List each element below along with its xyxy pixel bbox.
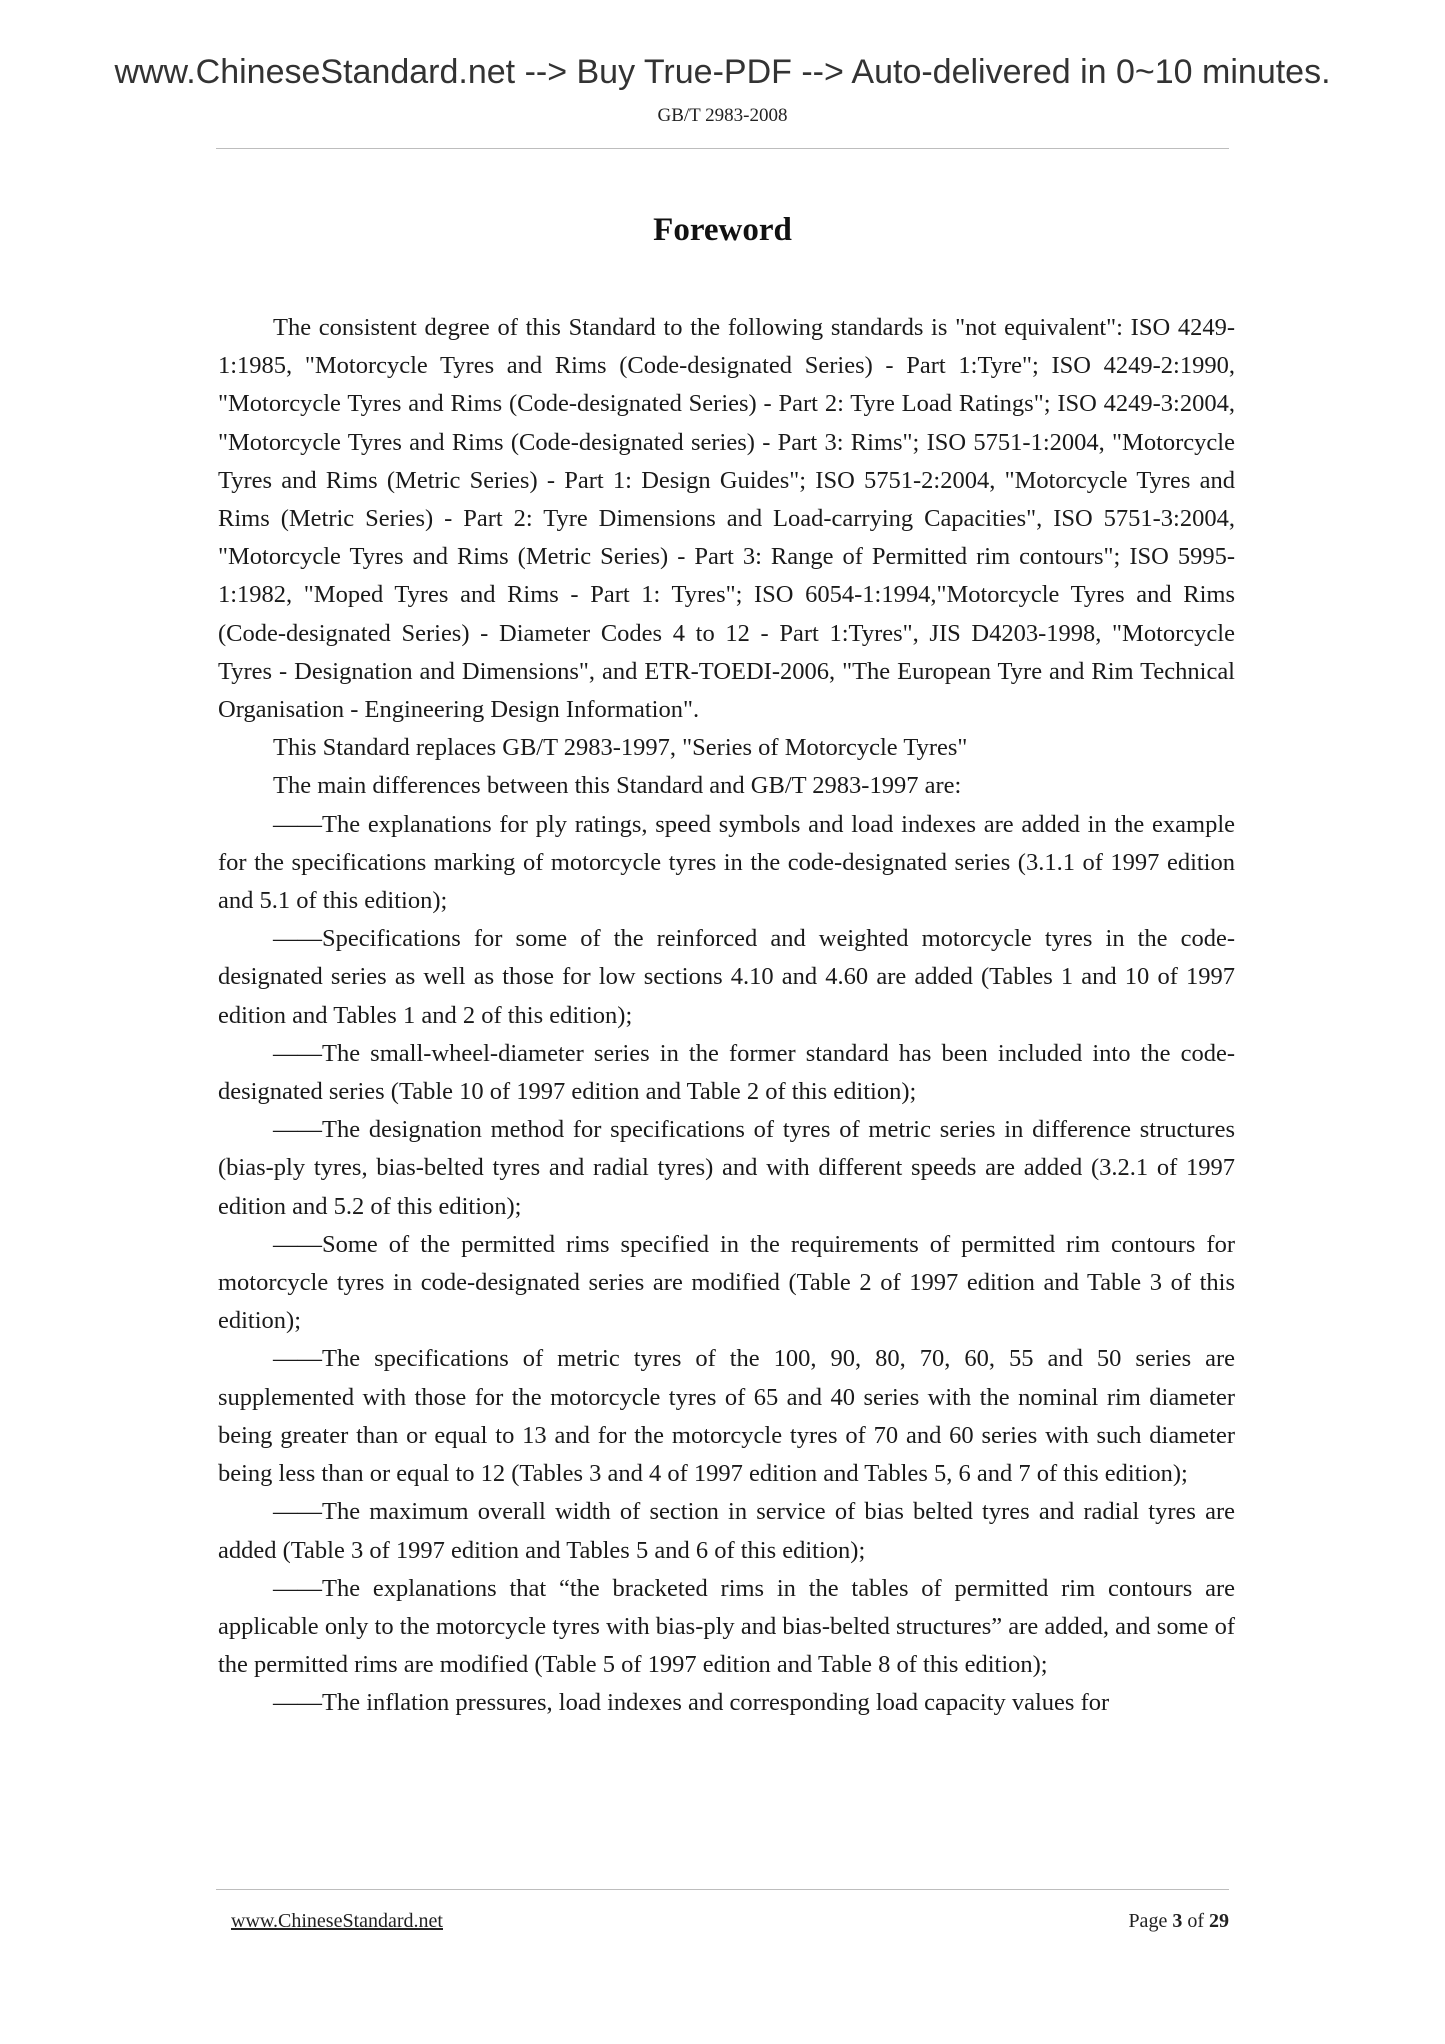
- paragraph: ——The inflation pressures, load indexes and corresponding load capacity values for: [273, 1689, 1110, 1717]
- paragraph: The main differences between this Standard and GB/T 2983-1997 are:: [273, 772, 962, 800]
- paragraph: ——Specifications for some of the reinforced and weighted motorcycle tyres in the code-designated series as well as those for low sections 4.10 and 4.60 are added (Tables 1 and 10 of 1997 edition and Tables 1 and 2 of this edition);: [218, 925, 1235, 1029]
- page-number: [1128, 1908, 1229, 1934]
- page-separator: of: [1182, 1910, 1209, 1932]
- page-title: Foreword: [653, 212, 792, 248]
- paragraph: ——The explanations that “the bracketed rims in the tables of permitted rim contours are applicable only to the motorcycle tyres with bias-ply and bias-belted structures” are added, and some of the permitted rims are modified (Table 5 of 1997 edition and Table 8 of this edition);: [218, 1574, 1235, 1679]
- footer-divider: [216, 1889, 1229, 1890]
- page-current: 3: [1172, 1910, 1183, 1932]
- foreword-body: [218, 309, 1235, 1723]
- paragraph: ——The explanations for ply ratings, speed symbols and load indexes are added in the example for the specifications marking of motorcycle tyres in the code-designated series (3.1.1 of 1997 edition and 5.1 of this edition);: [218, 810, 1235, 915]
- header-banner: www.ChineseStandard.net --> Buy True-PDF --> Auto-delivered in 0~10 minutes.: [114, 53, 1331, 91]
- paragraph: ——The designation method for specifications of tyres of metric series in difference structures (bias-ply tyres, bias-belted tyres and radial tyres) and with different speeds are added (3.2.1 of 1997 edition and 5.2 of this edition);: [218, 1116, 1235, 1220]
- paragraph: The consistent degree of this Standard to the following standards is "not equivalent": ISO 4249-1:1985, "Motorcycle Tyres and Rims (Code-designated Series) - Part 1:Tyre"; ISO 4249-2:1990, "Motorcycle Tyres and Rims (Code-designated Series) - Part 2: Tyre Load Ratings"; ISO 4249-3:2004, "Motorcycle Tyres and Rims (Code-designated series) - Part 3: Rims"; ISO 5751-1:2004, "Motorcycle Tyres and Rims (Metric Series) - Part 1: Design Guides"; ISO 5751-2:2004, "Motorcycle Tyres and Rims (Metric Series) - Part 2: Tyre Dimensions and Load-carrying Capacities", ISO 5751-3:2004, "Motorcycle Tyres and Rims (Metric Series) - Part 3: Range of Permitted rim contours"; ISO 5995-1:1982, "Moped Tyres and Rims - Part 1: Tyres"; ISO 6054-1:1994,"Motorcycle Tyres and Rims (Code-designated Series) - Diameter Codes 4 to 12 - Part 1:Tyres", JIS D4203-1998, "Motorcycle Tyres - Designation and Dimensions", and ETR-TOEDI-2006, "The European Tyre and Rim Technical Organisation - Engineering Design Information".: [218, 314, 1235, 724]
- paragraph: ——The specifications of metric tyres of the 100, 90, 80, 70, 60, 55 and 50 series are supplemented with those for the motorcycle tyres of 65 and 40 series with the nominal rim diameter being greater than or equal to 13 and for the motorcycle tyres of 70 and 60 series with such diameter being less than or equal to 12 (Tables 3 and 4 of 1997 edition and Tables 5, 6 and 7 of this edition);: [218, 1345, 1235, 1488]
- footer-site-link[interactable]: www.ChineseStandard.net: [231, 1910, 443, 1932]
- paragraph: ——The maximum overall width of section in service of bias belted tyres and radial tyres are added (Table 3 of 1997 edition and Tables 5 and 6 of this edition);: [218, 1498, 1235, 1564]
- header-divider: [216, 148, 1229, 149]
- paragraph: This Standard replaces GB/T 2983-1997, "Series of Motorcycle Tyres": [273, 734, 968, 762]
- document-id: GB/T 2983-2008: [657, 105, 788, 126]
- page-prefix: Page: [1128, 1910, 1173, 1932]
- page-total: 29: [1209, 1910, 1229, 1932]
- paragraph: ——The small-wheel-diameter series in the former standard has been included into the code-designated series (Table 10 of 1997 edition and Table 2 of this edition);: [218, 1039, 1235, 1106]
- paragraph: ——Some of the permitted rims specified in the requirements of permitted rim contours for motorcycle tyres in code-designated series are modified (Table 2 of 1997 edition and Table 3 of this edition);: [218, 1230, 1235, 1335]
